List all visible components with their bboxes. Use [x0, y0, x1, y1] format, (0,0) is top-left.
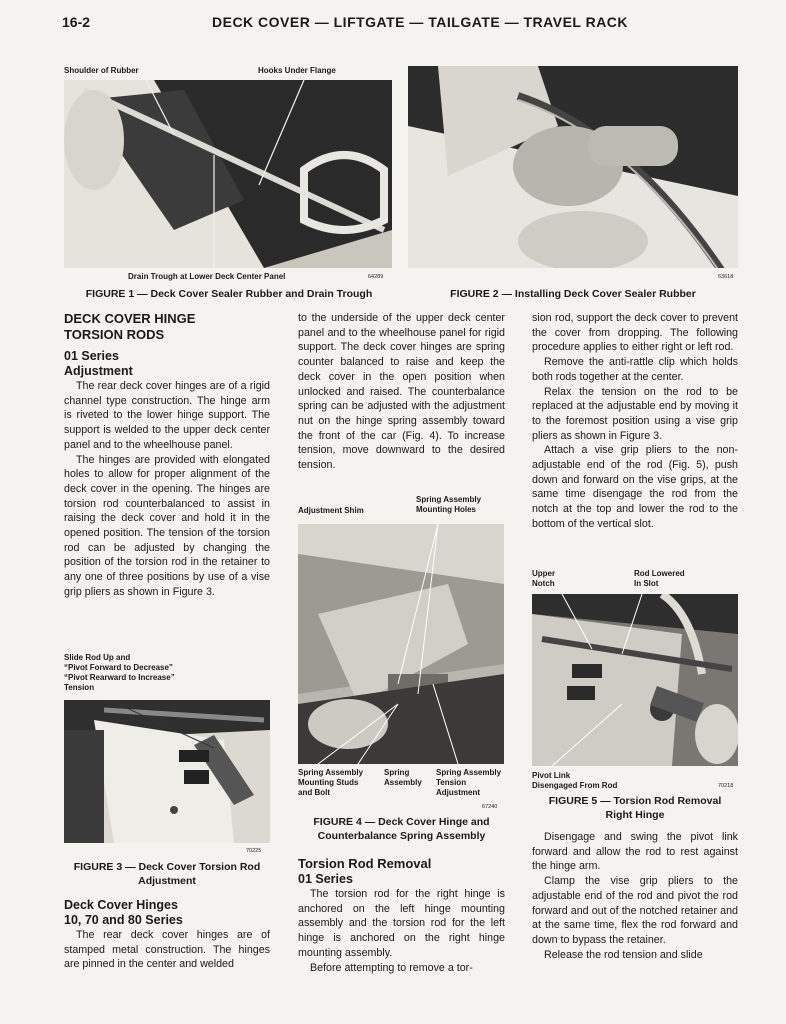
paragraph: The rear deck cover hinges are of a rigid channel type construction. The hinge arm is riveted to the lower hinge support. The support is welded to the upper deck center panel and to the wheelhouse panel.	[64, 380, 270, 451]
column-2-continued	[298, 856, 505, 975]
figure3-photo	[64, 700, 270, 843]
paragraph: Clamp the vise grip pliers to the adjustable end of the rod and pivot the rod forward and out of the notched retainer and at the same time, flex the rod forward and down to bypass the retainer.	[532, 875, 738, 946]
fig5-callout-upper	[532, 569, 555, 589]
fig5-callout-line: Rod Lowered	[634, 569, 685, 578]
fig4-callout-line: Spring Assembly	[416, 495, 482, 504]
fig4-callout-studs	[298, 768, 363, 798]
fig4-callout-line: Mounting Holes	[416, 505, 476, 514]
figure3-caption-line: FIGURE 3 — Deck Cover Torsion Rod	[73, 861, 261, 873]
fig4-callout-line: Assembly	[384, 778, 422, 787]
paragraph: Attach a vise grip pliers to the non-adjustable end of the rod (Fig. 5), push down and forward on the vise grips, at the same time disengage the rod from the notch at the top and lower the rod to the bottom of the vertical slot.	[532, 444, 738, 530]
figure4-photo	[298, 524, 504, 764]
figure1-number: 64289	[368, 274, 384, 280]
fig5-callout-lowered	[634, 569, 685, 589]
column-3-continued	[532, 830, 738, 962]
fig4-callout-holes	[416, 495, 481, 515]
column-2	[298, 311, 505, 473]
figure3-number: 70225	[246, 848, 262, 854]
fig4-callout-line: Tension	[436, 778, 467, 787]
figure5-number: 70218	[718, 783, 734, 789]
figure5-caption-line: Right Hinge	[605, 809, 665, 821]
section-heading: Torsion Rod Removal	[298, 856, 432, 871]
figure5-photo	[532, 594, 738, 766]
fig5-callout-line: Upper	[532, 569, 556, 578]
fig4-callout-line: Adjustment	[436, 788, 480, 797]
running-head: DECK COVER — LIFTGATE — TAILGATE — TRAVEL RACK	[212, 14, 629, 30]
subheading-series: 10, 70 and 80 Series	[64, 913, 183, 927]
paragraph: Relax the tension on the rod to be replaced at the adjustable end by moving it to the foremost position using a vise grip pliers as shown in Figure 3.	[532, 385, 738, 442]
column-1	[64, 311, 270, 600]
paragraph: Release the rod tension and slide	[544, 948, 703, 961]
fig4-callout-shim: Adjustment Shim	[298, 506, 364, 515]
figure1-photo	[64, 80, 392, 268]
figure2-number: 63618	[718, 274, 734, 280]
figure5-caption-line: FIGURE 5 — Torsion Rod Removal	[548, 795, 722, 807]
fig4-callout-line: Spring Assembly	[298, 768, 364, 777]
fig1-callout-drain: Drain Trough at Lower Deck Center Panel	[128, 272, 286, 281]
paragraph: Remove the anti-rattle clip which holds both rods together at the center.	[532, 356, 738, 383]
fig4-callout-tension	[436, 768, 501, 798]
paragraph: The rear deck cover hinges are of stamped metal construction. The hinges are pinned in the center and welded	[64, 929, 270, 971]
column-1-continued	[64, 898, 270, 972]
paragraph: sion rod, support the deck cover to prevent the cover from dropping. The following procedure applies to either right or left rod.	[532, 312, 738, 354]
fig4-callout-line: Spring Assembly	[436, 768, 502, 777]
figure1-caption: FIGURE 1 — Deck Cover Sealer Rubber and Drain Trough	[85, 288, 373, 300]
paragraph: The hinges are provided with elongated holes to allow for proper alignment of the deck cover in the opening. The hinges are torsion rod counterbalanced to assist in raising the deck cover and hold it in the opened position. The tension of the torsion rod can be adjusted by changing the position of the torsion rod in the retainer to any one of three positions by use of a vise grip pliers as shown in Figure 3.	[64, 453, 270, 598]
figure4-caption-line: Counterbalance Spring Assembly	[317, 830, 486, 842]
subheading-series: 01 Series	[64, 349, 119, 363]
figure3-caption-line: Adjustment	[138, 875, 196, 887]
fig3-callout	[64, 653, 264, 693]
fig3-callout-line: Tension	[64, 683, 95, 692]
fig4-callout-line: and Bolt	[298, 788, 330, 797]
column-3	[532, 311, 738, 532]
fig5-callout-pivot	[532, 771, 617, 791]
fig5-callout-line: In Slot	[634, 579, 659, 588]
fig5-callout-line: Pivot Link	[532, 771, 571, 780]
figure4-number: 67240	[482, 804, 498, 810]
paragraph: to the underside of the upper deck center panel and to the wheelhouse panel for rigid support. The deck cover hinges are spring counter balanced to raise and keep the deck cover in the open position when unlocked and raised. The counterbalance spring can be adjusted with the adjustment nut on the hinge spring assembly toward the front of the car (Fig. 4). To increase tension, move downward to the desired tension.	[298, 312, 505, 472]
figure3-caption	[64, 860, 270, 888]
subheading-adjustment: Adjustment	[64, 364, 133, 378]
fig3-callout-line: “Pivot Rearward to Increase”	[64, 673, 175, 682]
fig1-callout-hooks: Hooks Under Flange	[258, 66, 336, 75]
fig5-callout-line: Disengaged From Rod	[532, 781, 618, 790]
paragraph: Before attempting to remove a tor-	[310, 961, 473, 974]
page-number: 16-2	[62, 14, 91, 30]
fig1-callout-shoulder: Shoulder of Rubber	[64, 66, 139, 75]
figure2-photo	[408, 66, 738, 268]
section-heading-line2: TORSION RODS	[64, 327, 165, 342]
fig4-callout-spring	[384, 768, 422, 788]
subheading-series: 01 Series	[298, 872, 353, 886]
fig5-callout-line: Notch	[532, 579, 555, 588]
figure4-caption	[298, 815, 505, 843]
paragraph: Disengage and swing the pivot link forward and allow the rod to rest against the hinge arm.	[532, 831, 738, 873]
fig4-callout-line: Spring	[384, 768, 410, 777]
figure5-caption	[532, 794, 738, 822]
paragraph: The torsion rod for the right hinge is anchored on the left hinge mounting assembly and the torsion rod for the left hinge is anchored on the right hinge mounting assembly.	[298, 888, 505, 959]
fig3-callout-line: Slide Rod Up and	[64, 653, 131, 662]
section-heading: DECK COVER HINGE	[64, 311, 196, 326]
figure2-caption: FIGURE 2 — Installing Deck Cover Sealer Rubber	[450, 288, 696, 300]
fig4-callout-line: Mounting Studs	[298, 778, 359, 787]
figure4-caption-line: FIGURE 4 — Deck Cover Hinge and	[313, 816, 490, 828]
subheading-hinges: Deck Cover Hinges	[64, 898, 178, 912]
fig3-callout-line: “Pivot Forward to Decrease”	[64, 663, 173, 672]
